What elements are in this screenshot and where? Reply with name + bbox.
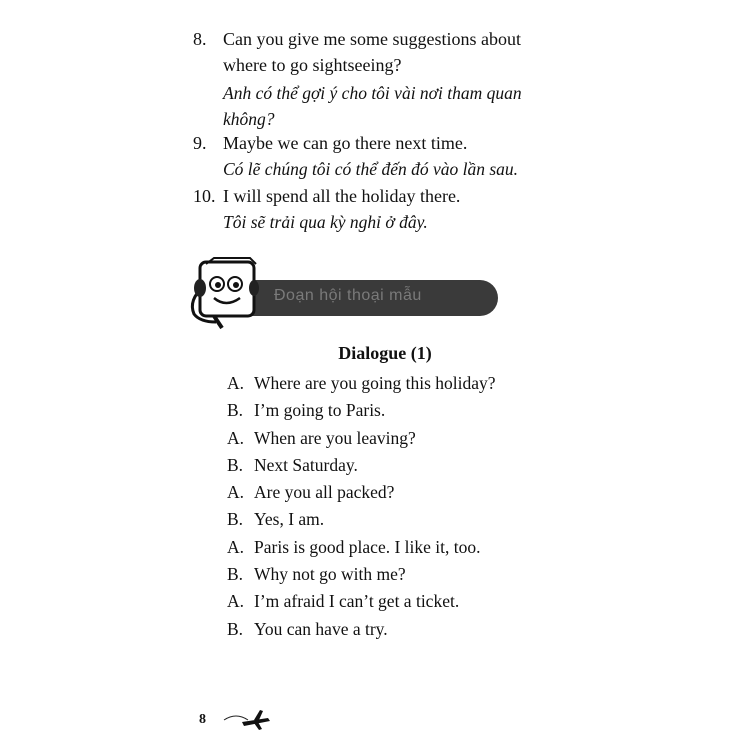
dialogue-line: [227, 506, 567, 533]
speaker-label: B.: [227, 618, 244, 639]
speaker-label: B.: [227, 454, 244, 475]
speaker-label: B.: [227, 509, 244, 530]
dialogue-text: I’m going to Paris.: [254, 400, 386, 421]
dialogue-line: [227, 534, 567, 561]
phrase-8-en-line-2: where to go sightseeing?: [223, 55, 402, 75]
dialogue-line: [227, 588, 567, 615]
speaker-label: B.: [227, 400, 244, 421]
phrase-9-en-line-1: [193, 130, 593, 156]
phrase-8-vi-line-2: không?: [223, 109, 275, 129]
phrase-10-vi-line-1: Tôi sẽ trải qua kỳ nghỉ ở đây.: [223, 212, 428, 232]
speaker-label: A.: [227, 373, 245, 393]
page-number: 8: [199, 712, 206, 727]
dialogue-text: You can have a try.: [254, 618, 388, 639]
dialogue-line: [227, 425, 567, 452]
phrase-8-en-text-1: Can you give me some suggestions about: [223, 29, 521, 49]
speaker-label: A.: [227, 427, 245, 448]
dialogue-text: Paris is good place. I like it, too.: [254, 536, 481, 557]
dialogue-title: Dialogue (1): [338, 343, 432, 363]
dialogue-line: [227, 561, 567, 588]
dialogue-text: Where are you going this holiday?: [254, 373, 496, 393]
airplane-icon: [222, 708, 274, 732]
dialogue-text: Are you all packed?: [254, 482, 395, 503]
dialogue-line: [227, 479, 567, 506]
phrase-10: [193, 183, 593, 235]
phrase-10-en-text-1: I will spend all the holiday there.: [223, 186, 461, 206]
phrase-number: 8.: [193, 29, 207, 49]
dialogue-line: [227, 397, 567, 424]
dialogue-text: Why not go with me?: [254, 564, 406, 585]
dialogue-line: [227, 616, 567, 643]
mascot-icon: [186, 256, 266, 334]
speaker-label: A.: [227, 536, 245, 557]
phrase-8-en-line-1: [193, 26, 593, 52]
dialogue-text: I’m afraid I can’t get a ticket.: [254, 591, 460, 612]
dialogue-text: When are you leaving?: [254, 427, 416, 448]
phrase-8-vi-line-1: Anh có thể gợi ý cho tôi vài nơi tham quan: [223, 83, 522, 103]
dialogue-line: [227, 452, 567, 479]
dialogue-line: [227, 370, 567, 397]
phrase-number: 10.: [193, 186, 216, 206]
phrase-number: 9.: [193, 133, 207, 153]
phrase-9: [193, 130, 593, 182]
speaker-label: B.: [227, 564, 244, 585]
phrase-9-vi-line-1: Có lẽ chúng tôi có thể đến đó vào lần sau.: [223, 159, 519, 179]
phrase-9-en-text-1: Maybe we can go there next time.: [223, 133, 468, 153]
section-banner: [186, 256, 498, 332]
banner-title: Đoạn hội thoại mẫu: [274, 287, 422, 304]
phrase-8: [193, 26, 593, 132]
dialogue-text: Next Saturday.: [254, 454, 358, 475]
dialogue-text: Yes, I am.: [254, 509, 325, 530]
speaker-label: A.: [227, 591, 245, 612]
speaker-label: A.: [227, 482, 245, 503]
phrase-10-en-line-1: [193, 183, 593, 209]
dialogue-lines: [227, 370, 567, 643]
